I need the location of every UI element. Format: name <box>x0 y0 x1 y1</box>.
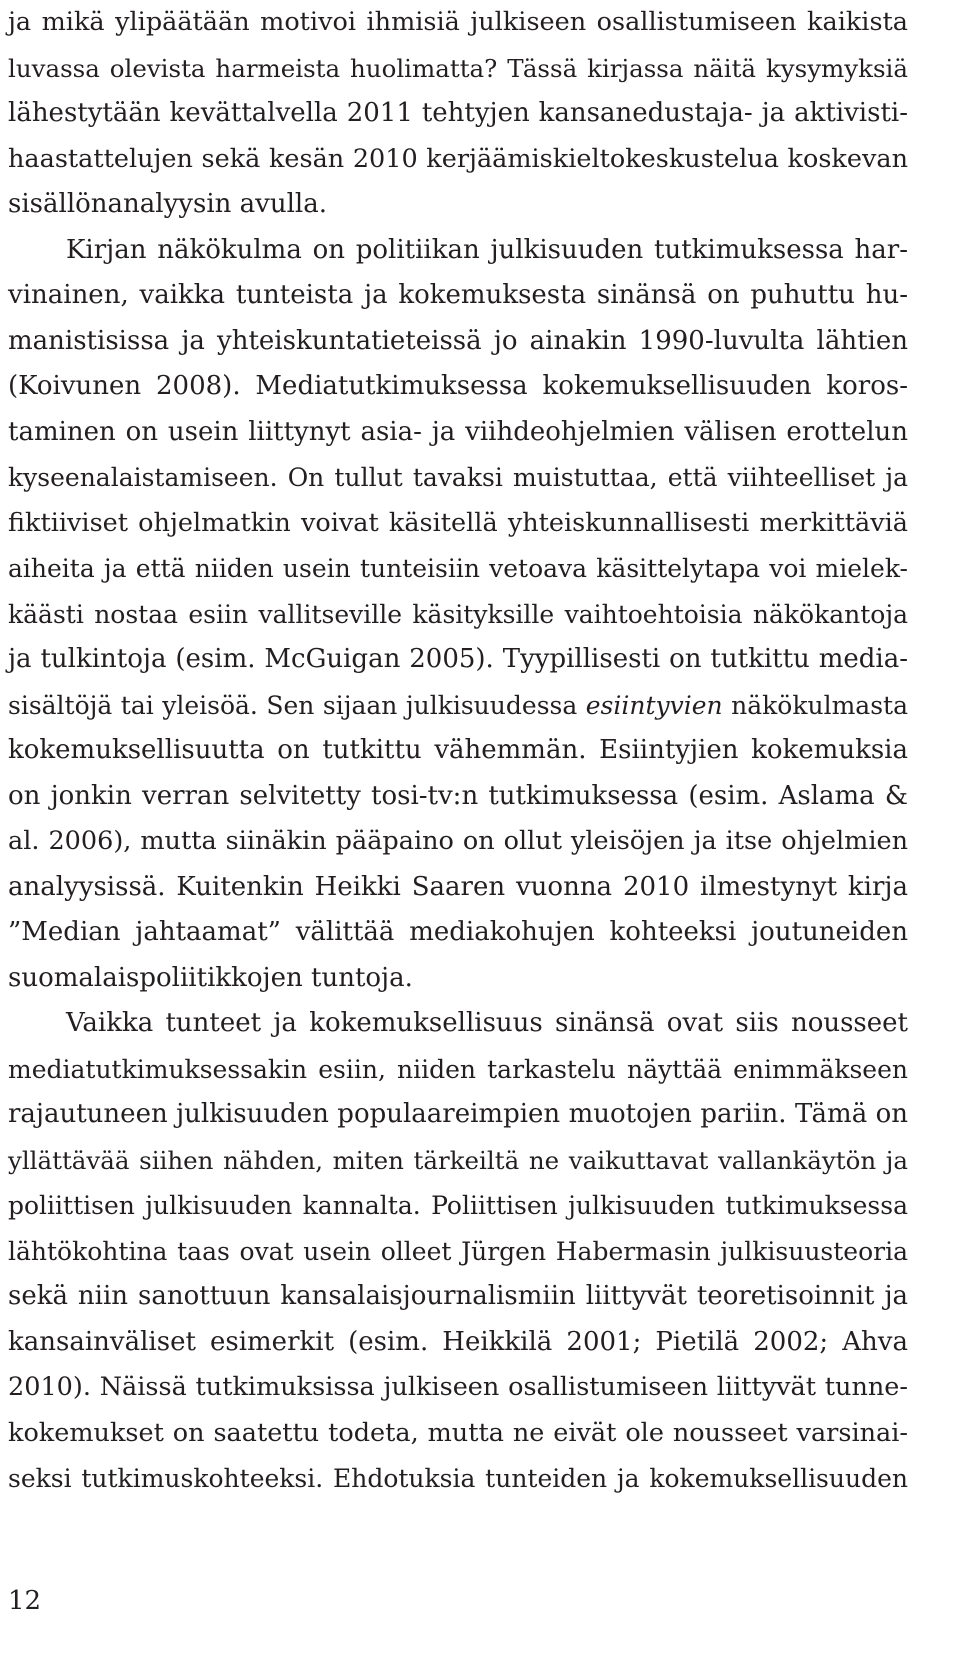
text-line: rajautuneen julkisuuden populaareimpien muotojen pariin. Tämä on <box>8 1099 908 1129</box>
text-line: seksi tutkimuskohteeksi. Ehdotuksia tunteiden ja kokemuksellisuuden <box>8 1464 908 1493</box>
page-body <box>8 0 908 1502</box>
paragraph <box>8 0 908 228</box>
text-line: kansainväliset esimerkit (esim. Heikkilä 2001; Pietilä 2002; Ahva <box>8 1326 908 1357</box>
text-run: näkökulmasta <box>722 690 908 720</box>
text-line: aiheita ja että niiden usein tunteisiin vetoava käsittelytapa voi mielek- <box>8 554 908 583</box>
text-line: (Koivunen 2008). Mediatutkimuksessa kokemuksellisuuden koros- <box>8 371 908 401</box>
text-line: käästi nostaa esiin vallitseville käsityksille vaihtoehtoisia näkökantoja <box>8 599 908 629</box>
text-line <box>8 683 908 729</box>
text-line: haastattelujen sekä kesän 2010 kerjäämiskieltokeskustelua koskevan <box>8 143 908 174</box>
text-line: vinainen, vaikka tunteista ja kokemuksesta sinänsä on puhuttu hu- <box>8 280 908 310</box>
text-line: analyysissä. Kuitenkin Heikki Saaren vuonna 2010 ilmestynyt kirja <box>8 871 908 902</box>
text-line: fiktiiviset ohjelmatkin voivat käsitellä yhteiskunnallisesti merkittäviä <box>8 507 908 538</box>
text-line: al. 2006), mutta siinäkin pääpaino on ollut yleisöjen ja itse ohjelmien <box>8 826 908 856</box>
text-line: ja tulkintoja (esim. McGuigan 2005). Tyypillisesti on tutkittu media- <box>8 644 908 674</box>
text-line: ja mikä ylipäätään motivoi ihmisiä julkiseen osallistumiseen kaikista <box>8 7 908 37</box>
text-line: sekä niin sanottuun kansalaisjournalismiin liittyvät teoretisoinnit ja <box>8 1281 908 1311</box>
text-line: poliittisen julkisuuden kannalta. Poliittisen julkisuuden tutkimuksessa <box>8 1191 908 1220</box>
text-line: sisällönanalyysin avulla. <box>8 189 327 219</box>
text-line: suomalaispoliitikkojen tuntoja. <box>8 962 413 993</box>
text-line: kokemukset on saatettu todeta, mutta ne eivät ole nousseet varsinai- <box>8 1417 908 1448</box>
text-line: Kirjan näkökulma on politiikan julkisuuden tutkimuksessa har- <box>66 234 908 265</box>
paragraph <box>8 1001 908 1502</box>
text-line: ”Median jahtaamat” välittää mediakohujen kohteeksi joutuneiden <box>8 917 908 947</box>
text-line: mediatutkimuksessakin esiin, niiden tarkastelu näyttää enimmäkseen <box>8 1054 908 1084</box>
text-line: taminen on usein liittynyt asia- ja viihdeohjelmien välisen erottelun <box>8 416 908 447</box>
page-number: 12 <box>8 1586 42 1616</box>
text-line: on jonkin verran selvitetty tosi-tv:n tutkimuksessa (esim. Aslama & <box>8 780 908 811</box>
paragraph <box>8 228 908 1002</box>
text-run: sisältöjä tai yleisöä. Sen sijaan julkisuudessa <box>8 690 586 720</box>
text-line: kokemuksellisuutta on tutkittu vähemmän. Esiintyjien kokemuksia <box>8 735 908 765</box>
text-line: yllättävää siihen nähden, miten tärkeiltä ne vaikuttavat vallankäytön ja <box>8 1145 908 1175</box>
italic-text-run: esiintyvien <box>585 690 723 720</box>
text-line: luvassa olevista harmeista huolimatta? Tässä kirjassa näitä kysymyksiä <box>8 53 908 83</box>
text-line: manistisissa ja yhteiskuntatieteissä jo ainakin 1990-luvulta lähtien <box>8 325 908 356</box>
text-line: 2010). Näissä tutkimuksissa julkiseen osallistumiseen liittyvät tunne- <box>8 1372 908 1402</box>
text-line: lähestytään kevättalvella 2011 tehtyjen kansanedustaja- ja aktivisti- <box>8 98 908 128</box>
text-line: Vaikka tunteet ja kokemuksellisuus sinänsä ovat siis nousseet <box>66 1008 908 1038</box>
text-line: lähtökohtina taas ovat usein olleet Jürgen Habermasin julkisuusteoria <box>8 1236 908 1266</box>
text-line: kyseenalaistamiseen. On tullut tavaksi muistuttaa, että viihteelliset ja <box>8 463 908 492</box>
